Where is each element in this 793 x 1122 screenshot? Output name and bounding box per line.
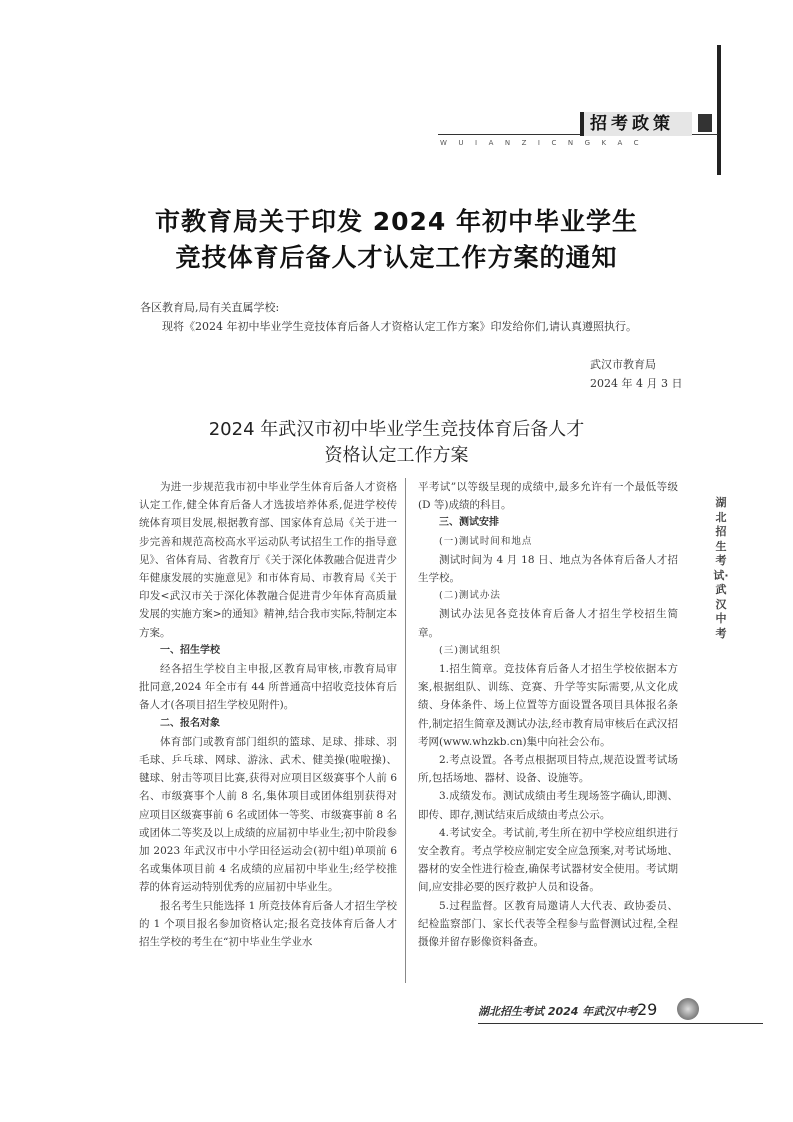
paragraph: 报名考生只能选择 1 所竞技体育后备人才招生学校的 1 个项目报名参加资格认定;报名竞技体育后备人才招生学校的考生在“初中毕业生学业水 xyxy=(139,899,397,949)
paragraph: 1.招生简章。竞技体育后备人才招生学校依据本方案,根据组队、训练、竞赛、升学等实际需要,从文化成绩、身体条件、场上位置等方面设置各项目具体报名条件,制定招生简章及测试办法,经市教育局审核后在武汉招考网(www.whzkb.cn)集中向社会公布。 xyxy=(418,663,678,748)
paragraph: 测试时间为 4 月 18 日、地点为各体育后备人才招生学校。 xyxy=(418,553,678,585)
page-title-line1: 市教育局关于印发 2024 年初中毕业学生 xyxy=(155,207,638,236)
page-title-line2: 竞技体育后备人才认定工作方案的通知 xyxy=(175,243,618,272)
page-number: 29 xyxy=(637,1000,658,1019)
header-vertical-rule xyxy=(717,45,721,175)
paragraph: 3.成绩发布。测试成绩由考生现场签字确认,即测、即传、即存,测试结束后成绩由考点公示。 xyxy=(418,790,678,821)
paragraph: 为进一步规范我市初中毕业学生体育后备人才资格认定工作,健全体育后备人才选拔培养体系,促进学校传统体育项目发展,根据教育部、国家体育总局《关于进一步完善和规范高校高水平运动队考试招生工作的指导意见》、省体育局、省教育厅《关于深化体教融合促进青少年健康发展的实施意见》和市体育局、市教育局《关于印发<武汉市关于深化体教融合促进青少年体育高质量发展的实施方案>的通知》精神,结合我市实际,特制定本方案。 xyxy=(139,481,397,639)
column-divider xyxy=(405,478,406,983)
paragraph: 2.考点设置。各考点根据项目特点,规范设置考试场所,包括场地、器材、设备、设施等。 xyxy=(418,754,678,785)
paragraph: 测试办法见各竞技体育后备人才招生学校招生简章。 xyxy=(418,608,678,639)
paragraph: 5.过程监督。区教育局邀请人大代表、政协委员、纪检监察部门、家长代表等全程参与监督测试过程,全程摄像并留存影像资料备查。 xyxy=(418,899,678,949)
section-heading: 三、测试安排 xyxy=(439,517,499,529)
paragraph: 体育部门或教育部门组织的篮球、足球、排球、羽毛球、乒乓球、网球、游泳、武术、健美操(啦啦操)、毽球、射击等项目比赛,获得对应项目区级赛事个人前 6 名、市级赛事个人前 8 名,集体项目或团体组别获得对应项目区级赛事前 6 名或团体一等奖、市级赛事前 8 名或团体二等奖及以上成绩的应届初中毕业生;初中阶段参加 2023 年武汉市中小学田径运动会(初中组)单项前 6 名或集体项目前 4 名成绩的应届初中毕业生;经学校推荐的体育运动特别优秀的应届初中毕业生。 xyxy=(139,735,397,894)
side-label: 湖北招生考试·武汉中考 xyxy=(713,496,729,640)
notice-salutation: 各区教育局,局有关直属学校: xyxy=(140,301,280,314)
notice-date: 2024 年 4 月 3 日 xyxy=(590,377,683,390)
section-badge: 招考政策 xyxy=(580,112,692,136)
notice-body: 现将《2024 年初中毕业学生竞技体育后备人才资格认定工作方案》印发给你们,请认真遵照执行。 xyxy=(162,320,637,333)
right-column xyxy=(418,478,678,951)
subsection-heading: (三)测试组织 xyxy=(439,644,501,656)
section-badge-block xyxy=(698,114,712,132)
left-column xyxy=(139,478,397,951)
page-dot-ornament xyxy=(677,998,699,1020)
section-heading: 二、报名对象 xyxy=(160,717,220,729)
subsection-heading: (一)测试时间和地点 xyxy=(439,535,533,547)
paragraph: 4.考试安全。考试前,考生所在初中学校应组织进行安全教育。考点学校应制定安全应急预案,对考试场地、器材的安全性进行检查,确保考试器材安全使用。考试期间,应安排必要的医疗救护人员和设备。 xyxy=(418,826,678,894)
footer-text: 湖北招生考试 2024 年武汉中考 xyxy=(478,1005,638,1018)
section-heading: 一、招生学校 xyxy=(160,644,220,656)
paragraph: 平考试”以等级呈现的成绩中,最多允许有一个最低等级(D 等)成绩的科目。 xyxy=(418,481,678,512)
section-pinyin: WUIANZICNGKAC xyxy=(440,139,651,147)
footer-rule xyxy=(478,1023,763,1024)
subsection-heading: (二)测试办法 xyxy=(439,590,501,602)
notice-issuer: 武汉市教育局 xyxy=(590,358,656,371)
plan-title-line1: 2024 年武汉市初中毕业学生竞技体育后备人才 xyxy=(208,419,585,440)
paragraph: 经各招生学校自主申报,区教育局审核,市教育局审批同意,2024 年全市有 44 所普通高中招收竞技体育后备人才(各项目招生学校见附件)。 xyxy=(139,663,397,712)
plan-title-line2: 资格认定工作方案 xyxy=(324,445,469,466)
